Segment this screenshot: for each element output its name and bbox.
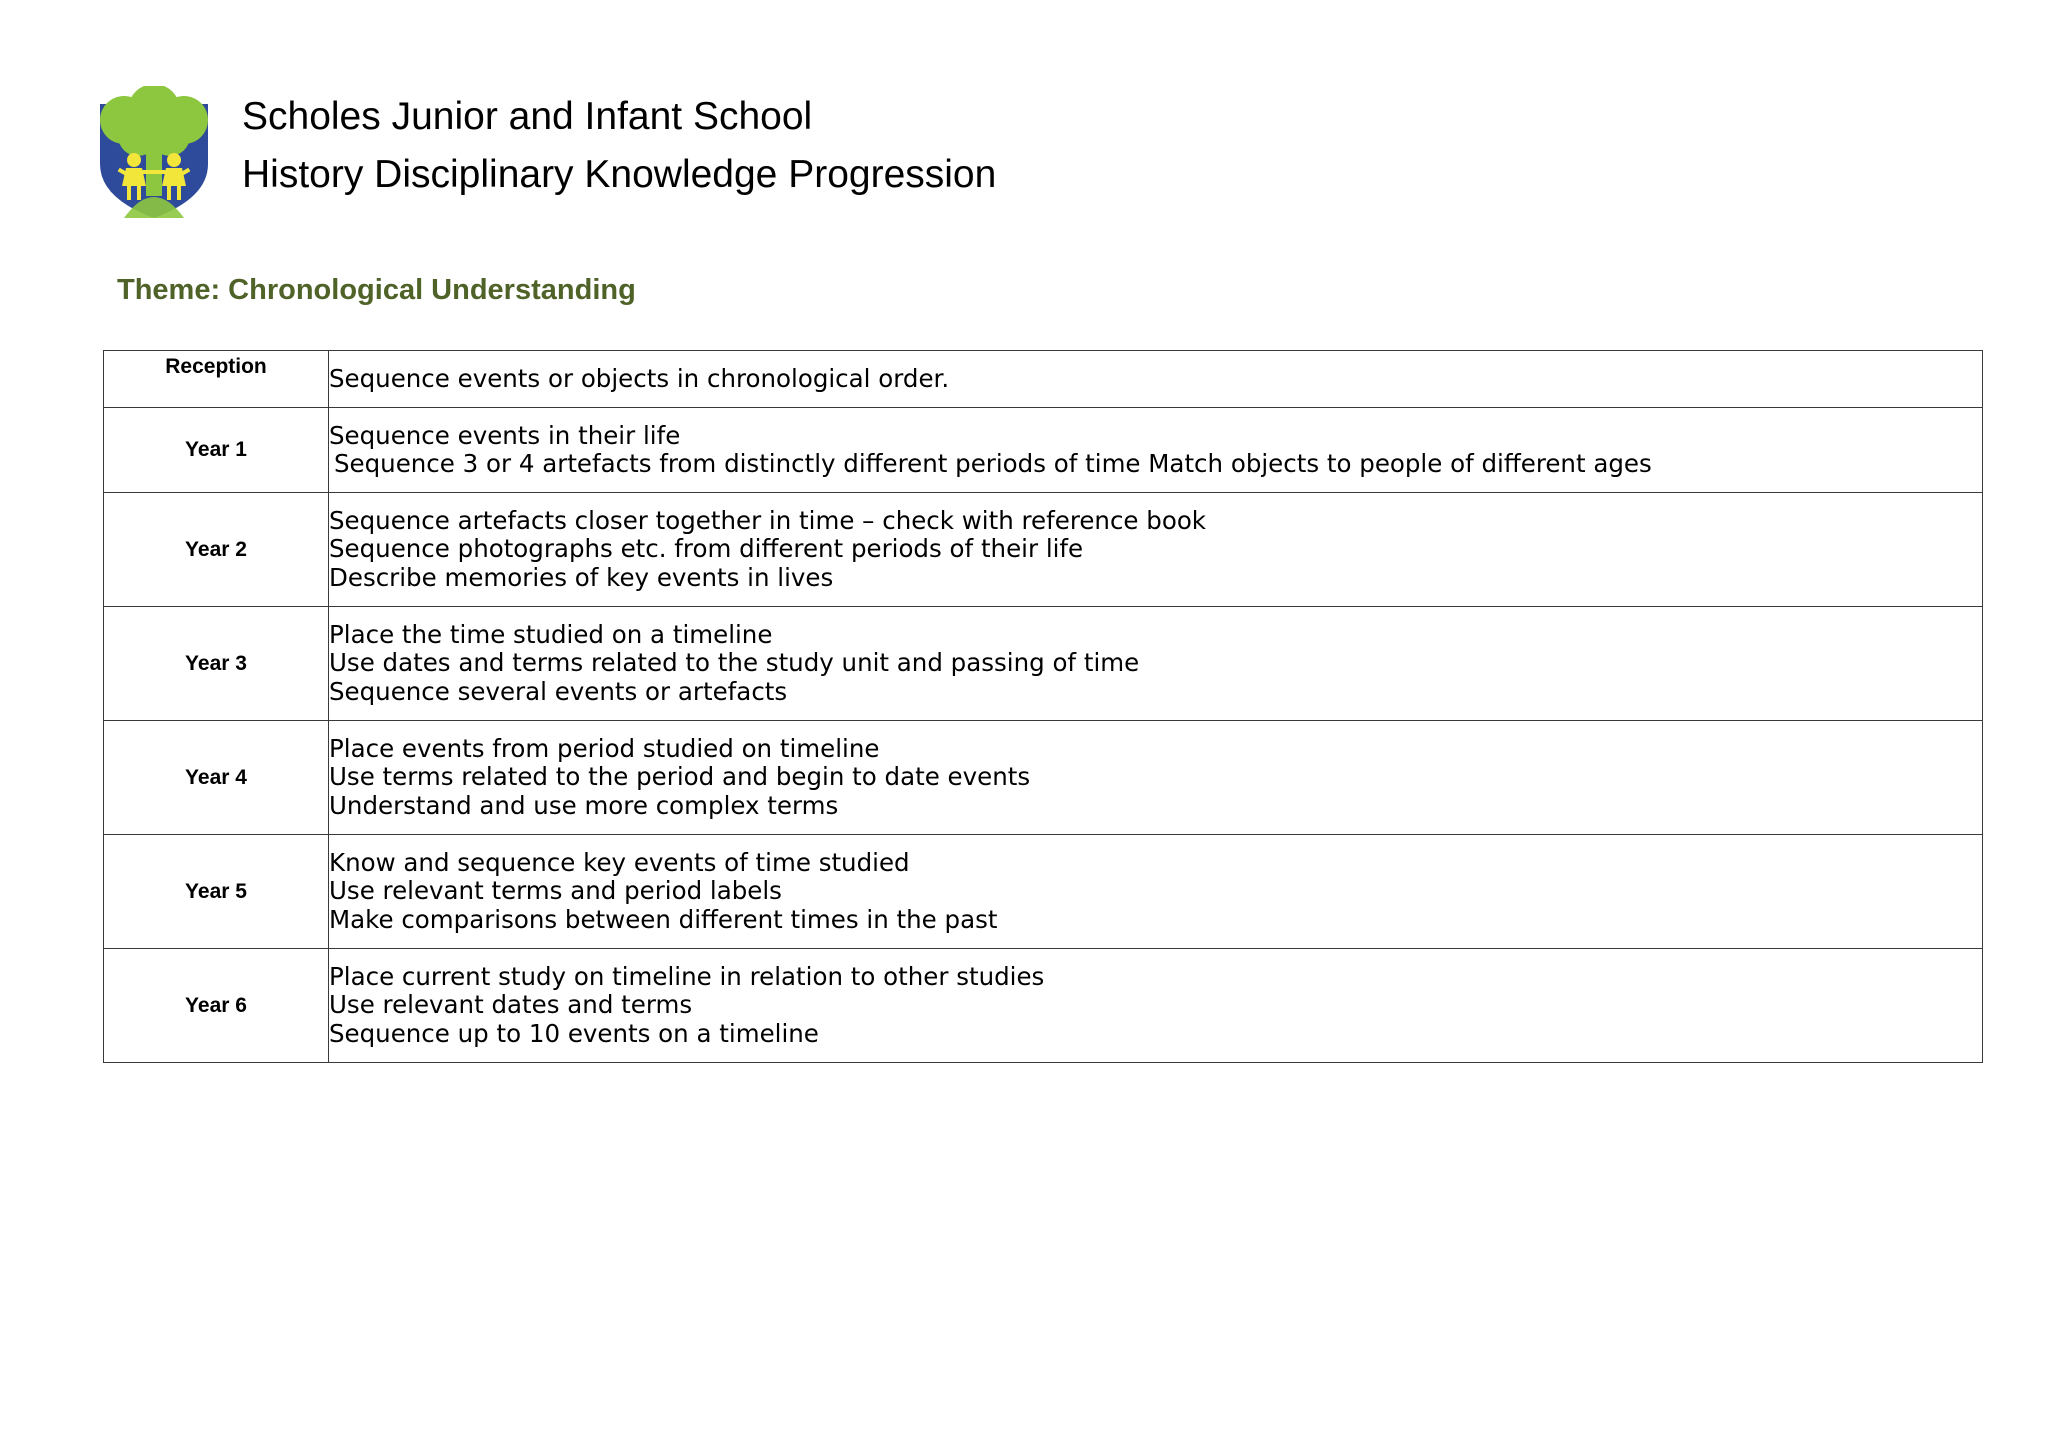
objectives-cell — [329, 607, 1983, 721]
objective-line: Place current study on timeline in relation to other studies — [329, 961, 1045, 991]
year-label: Year 2 — [104, 493, 329, 607]
school-name: Scholes Junior and Infant School — [242, 95, 813, 138]
table-row-year-6 — [104, 949, 1983, 1063]
objective-line: Know and sequence key events of time studied — [329, 847, 910, 877]
objective-line: Sequence events in their life — [329, 420, 681, 450]
objectives-cell — [329, 351, 1983, 408]
objective-line: Sequence several events or artefacts — [329, 676, 788, 706]
objective-line: Sequence artefacts closer together in time – check with reference book — [329, 505, 1206, 535]
objective-line: Sequence 3 or 4 artefacts from distinctly different periods of time Match objects to people of different ages — [334, 449, 1652, 478]
table-row-reception — [104, 351, 1983, 408]
objectives-cell — [329, 408, 1983, 493]
objective-line: Sequence events or objects in chronological order. — [329, 363, 950, 393]
table-row-year-4 — [104, 721, 1983, 835]
year-label: Year 1 — [104, 408, 329, 493]
objective-line: Place events from period studied on timeline — [329, 733, 880, 763]
table-row-year-3 — [104, 607, 1983, 721]
year-label: Year 3 — [104, 607, 329, 721]
objective-line: Use terms related to the period and begin to date events — [329, 762, 1031, 792]
objectives-cell — [329, 835, 1983, 949]
progression-table — [103, 350, 1983, 1063]
table-row-year-5 — [104, 835, 1983, 949]
objective-line: Use relevant dates and terms — [329, 990, 693, 1020]
objective-line: Use dates and terms related to the study unit and passing of time — [329, 648, 1140, 678]
theme-heading: Theme: Chronological Understanding — [117, 274, 636, 306]
year-label: Year 5 — [104, 835, 329, 949]
objective-line: Place the time studied on a timeline — [329, 619, 773, 649]
objective-line: Use relevant terms and period labels — [329, 876, 782, 906]
objective-line: Describe memories of key events in lives — [329, 562, 834, 592]
objective-line: Understand and use more complex terms — [329, 790, 839, 820]
school-crest-icon — [94, 86, 214, 220]
table-row-year-1 — [104, 408, 1983, 493]
year-label: Reception — [104, 351, 329, 408]
objectives-cell — [329, 949, 1983, 1063]
document-title: History Disciplinary Knowledge Progression — [242, 153, 997, 196]
objective-line: Sequence up to 10 events on a timeline — [329, 1018, 819, 1048]
table-row-year-2 — [104, 493, 1983, 607]
objective-line: Make comparisons between different times in the past — [329, 904, 998, 934]
year-label: Year 4 — [104, 721, 329, 835]
document-header — [242, 88, 996, 204]
objective-line: Sequence photographs etc. from different periods of their life — [329, 534, 1084, 564]
year-label: Year 6 — [104, 949, 329, 1063]
objectives-cell — [329, 721, 1983, 835]
objectives-cell — [329, 493, 1983, 607]
